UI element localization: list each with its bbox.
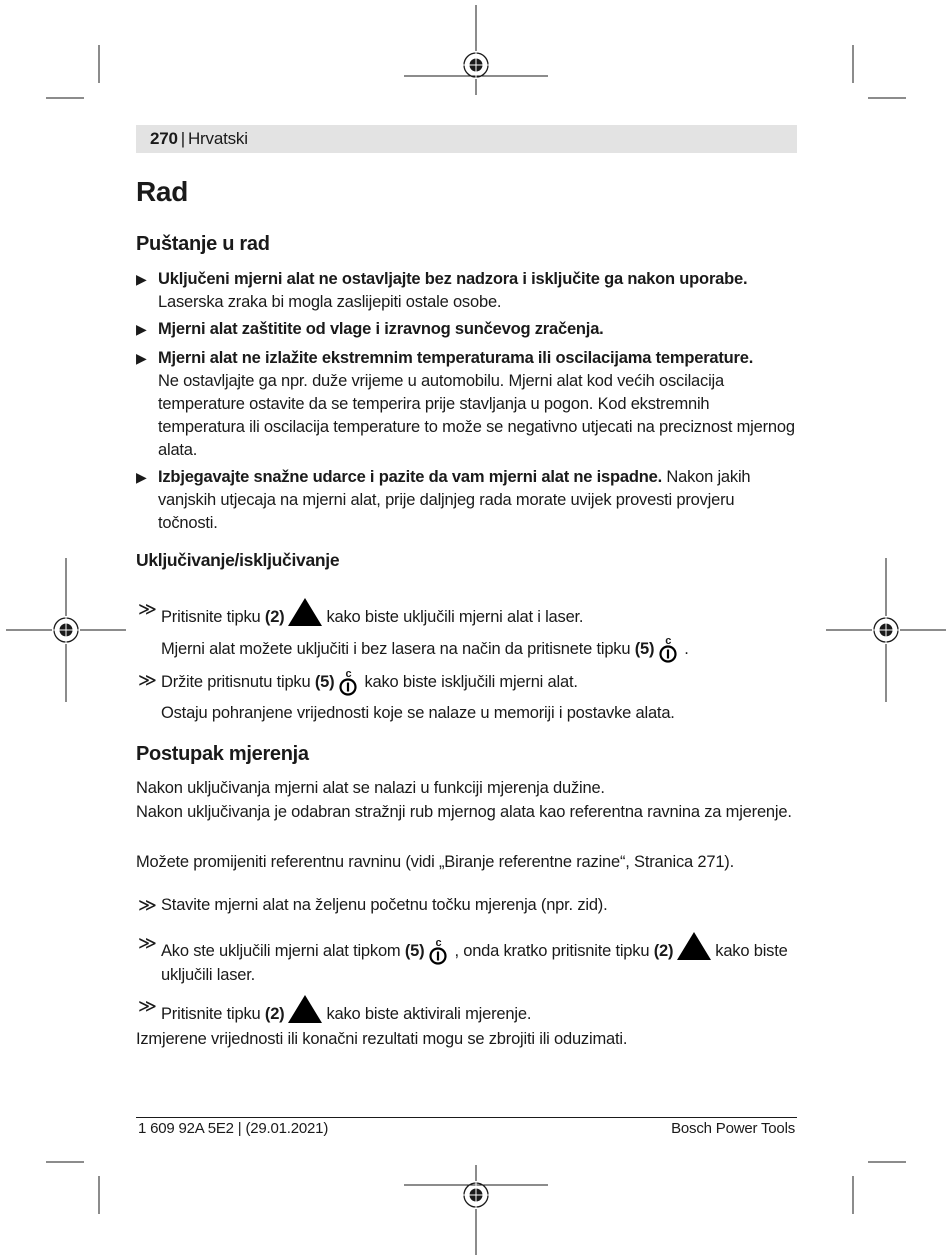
header-text (150, 129, 248, 149)
paragraph: Možete promijeniti referentnu ravninu (vidi „Biranje referentne razine“, Stranica 271). (136, 853, 734, 871)
page-header (136, 125, 797, 153)
bullet-text: Laserska zraka bi mogla zaslijepiti ostale osobe. (158, 293, 502, 311)
safety-bullet (136, 318, 798, 341)
safety-bullet (136, 347, 798, 462)
bullet-arrow-icon: ▶ (136, 469, 147, 485)
step-chevron-icon: ≫ (138, 670, 157, 690)
bullet-bold-text: Izbjegavajte snažne udarce i pazite da vam mjerni alat ne ispadne. (158, 468, 662, 486)
key-label: (2) (653, 942, 674, 960)
power-icon: c (338, 669, 360, 695)
heading-pustanje: Puštanje u rad (136, 233, 270, 255)
step-chevron-icon: ≫ (138, 599, 157, 619)
footer-divider (136, 1117, 797, 1118)
safety-bullet (136, 466, 798, 535)
triangle-icon (288, 598, 322, 626)
section-title: Rad (136, 176, 188, 207)
heading-postupak: Postupak mjerenja (136, 743, 309, 765)
step-chevron-icon: ≫ (138, 996, 157, 1016)
paragraph: Izmjerene vrijednosti ili konačni rezultati mogu se zbrojiti ili oduzimati. (136, 1030, 628, 1048)
triangle-icon (288, 995, 322, 1023)
instruction-step: ≫ Ako ste uključili mjerni alat tipkom (5) c , onda kratko pritisnite tipku (2) kako biste uključili laser. (138, 933, 788, 984)
bullet-arrow-icon: ▶ (136, 271, 147, 287)
instruction-step: ≫ Stavite mjerni alat na željenu početnu točku mjerenja (npr. zid). (138, 895, 608, 915)
bullet-bold-text: Mjerni alat zaštitite od vlage i izravnog sunčevog zračenja. (158, 320, 604, 338)
bullet-text: Nakon jakih vanjskih utjecaja na mjerni alat, prije daljnjeg rada morate uvijek provesti provjeru točnosti. (158, 468, 751, 532)
registration-mark-icon (462, 51, 490, 79)
instruction-step: ≫ Pritisnite tipku (2) kako biste aktivirali mjerenje. (138, 996, 532, 1023)
key-label: (5) (404, 942, 425, 960)
registration-mark-icon (52, 616, 80, 644)
power-icon: c (428, 938, 450, 964)
header-separator: | (180, 129, 185, 148)
triangle-icon (677, 932, 711, 960)
power-icon: c (658, 636, 680, 662)
instruction-note: Ostaju pohranjene vrijednosti koje se nalaze u memoriji i postavke alata. (161, 704, 675, 722)
instruction-step: ≫ Pritisnite tipku (2) kako biste uključili mjerni alat i laser. (138, 599, 584, 626)
header-language: Hrvatski (187, 129, 248, 148)
page-number: 270 (150, 129, 178, 148)
step-chevron-icon: ≫ (138, 933, 157, 953)
key-label: (2) (264, 1005, 285, 1023)
bullet-arrow-icon: ▶ (136, 350, 147, 366)
bullet-bold-text: Uključeni mjerni alat ne ostavljajte bez nadzora i isključite ga nakon uporabe. (158, 270, 748, 288)
key-label: (5) (634, 640, 655, 658)
registration-mark-icon (872, 616, 900, 644)
paragraph: Nakon uključivanja mjerni alat se nalazi u funkciji mjerenja dužine. (136, 779, 605, 797)
safety-bullet (136, 268, 798, 314)
bullet-arrow-icon: ▶ (136, 321, 147, 337)
paragraph: Nakon uključivanja je odabran stražnji rub mjernog alata kao referentna ravnina za mjerenje. (136, 803, 792, 821)
bullet-text: Ne ostavljajte ga npr. duže vrijeme u automobilu. Mjerni alat kod većih oscilacija temperature ostavite da se temperira prije stavljanja u pogon. Kod ekstremnih temperatura ili oscilacija temperature to može se negativno utjecati na preciznost mjernog alata. (158, 372, 795, 459)
key-label: (2) (264, 608, 285, 626)
step-chevron-icon: ≫ (138, 895, 157, 915)
instruction-step: ≫ Držite pritisnutu tipku (5) c kako biste isključili mjerni alat. (136, 669, 798, 695)
footer-brand: Bosch Power Tools (671, 1120, 795, 1137)
instruction-note: Mjerni alat možete uključiti i bez lasera na način da pritisnete tipku (5) c . (161, 636, 801, 662)
heading-ukljucivanje: Uključivanje/isključivanje (136, 550, 340, 570)
key-label: (5) (314, 673, 335, 691)
footer-doc-id: 1 609 92A 5E2 | (29.01.2021) (138, 1120, 329, 1137)
bullet-bold-text: Mjerni alat ne izlažite ekstremnim temperaturama ili oscilacijama temperature. (158, 349, 754, 367)
